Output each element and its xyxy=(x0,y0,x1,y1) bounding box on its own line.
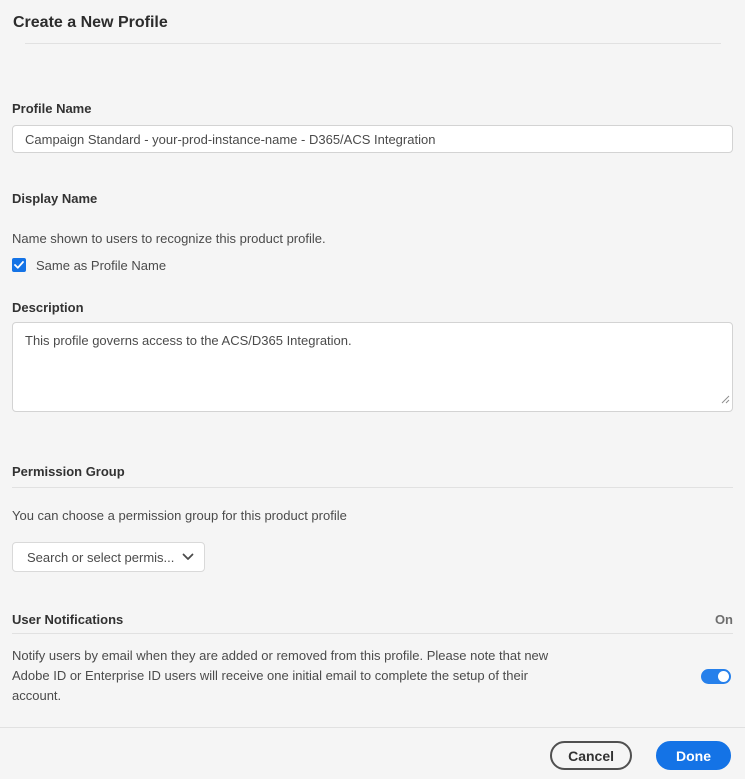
user-notifications-description: Notify users by email when they are added or removed from this profile. Please note that new Adobe ID or Enterprise ID users will receive one initial email to complete the setup of their account. xyxy=(12,648,549,703)
user-notifications-body xyxy=(12,646,733,706)
cancel-button[interactable]: Cancel xyxy=(550,741,632,770)
page-header xyxy=(0,0,745,44)
profile-name-input[interactable] xyxy=(12,125,733,153)
header-divider xyxy=(25,43,721,44)
profile-name-label: Profile Name xyxy=(12,101,92,116)
page-title: Create a New Profile xyxy=(13,14,168,31)
permission-group-dropdown[interactable] xyxy=(12,542,205,572)
chevron-down-icon xyxy=(182,548,194,566)
user-notifications-label: User Notifications xyxy=(12,611,124,627)
display-name-label: Display Name xyxy=(12,191,98,206)
permission-group-dropdown-value: Search or select permis... xyxy=(27,549,175,565)
footer-actions xyxy=(0,728,745,770)
permission-group-help: You can choose a permission group for this product profile xyxy=(12,508,347,523)
description-textarea[interactable] xyxy=(12,322,733,412)
form-body xyxy=(0,101,745,706)
toggle-knob xyxy=(718,671,729,682)
same-as-profile-name-checkbox[interactable] xyxy=(12,258,26,272)
user-notifications-header xyxy=(12,611,733,627)
user-notifications-toggle[interactable] xyxy=(701,669,731,684)
display-name-help: Name shown to users to recognize this product profile. xyxy=(12,231,326,246)
same-as-profile-name-row xyxy=(12,257,733,273)
permission-group-divider xyxy=(12,487,733,488)
description-label: Description xyxy=(12,300,84,315)
permission-group-label: Permission Group xyxy=(12,464,125,479)
check-icon xyxy=(14,261,24,269)
user-notifications-divider xyxy=(12,633,733,634)
same-as-profile-name-label: Same as Profile Name xyxy=(36,257,167,273)
description-field-wrap xyxy=(12,322,733,412)
done-button[interactable]: Done xyxy=(656,741,731,770)
user-notifications-status: On xyxy=(714,611,733,627)
